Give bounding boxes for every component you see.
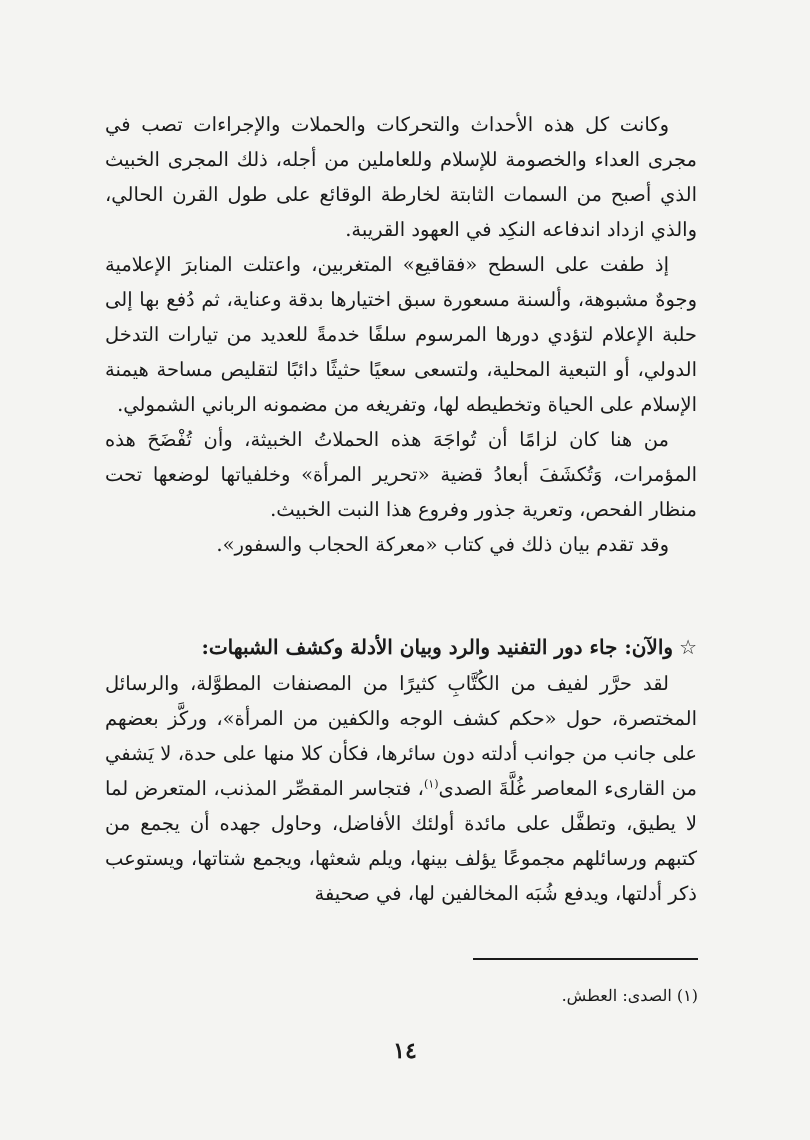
paragraph xyxy=(105,666,697,911)
paragraph: من هنا كان لزامًا أن تُواجَهَ هذه الحملاتُ الخبيثة، وأن تُفْضَحَ هذه المؤمرات، وَتُكشَفَ أبعادُ قضية «تحرير المرأة» وخلفياتها لوضعها تحت منظار الفحص، وتعرية جذور وفروع هذا النبت الخبيث. xyxy=(105,428,697,521)
body-text-bottom xyxy=(105,666,697,911)
paragraph-text: ، فتجاسر المقصِّر المذنب، المتعرض لما لا يطيق، وتطفَّل على مائدة أولئك الأفاضل، وحاول جهده أن يجمع من كتبهم ورسائلهم مجموعًا يؤلف بينها، ويلم شعثها، ويجمع شتاتها، ويستوعب ذكر أدلتها، ويدفع شُبَه المخالفين لها، في صحيفة xyxy=(105,777,697,905)
footnote: (١) الصدى: العطش. xyxy=(561,986,698,1005)
section-heading xyxy=(105,630,697,665)
star-icon: ☆ xyxy=(679,635,697,659)
paragraph: إذ طفت على السطح «فقاقيع» المتغربين، واعتلت المنابرَ الإعلامية وجوهٌ مشبوهة، وألسنة مسعورة سبق اختيارها بدقة وعناية، ثم دُفع بها إلى حلبة الإعلام لتؤدي دورها المرسوم سلفًا خدمةً للعديد من تيارات التدخل الدولي، أو التبعية المحلية، ولتسعى سعيًا حثيثًا دائبًا لتقليص مساحة هيمنة الإسلام على الحياة وتخطيطه لها، وتفريغه من مضمونه الرباني الشمولي. xyxy=(105,253,697,416)
footnote-divider xyxy=(473,958,698,960)
paragraph-text: لقد حرَّر لفيف من الكُتَّابِ كثيرًا من المصنفات المطوَّلة، والرسائل المختصرة، حول «حكم كشف الوجه والكفين من المرأة»، وركَّز بعضهم على جانب من جوانب أدلته دون سائرها، فكأن كلا منها على حدة، لا يَشفي من القارىء المعاصر غُلَّةَ الصدى xyxy=(105,672,697,800)
section-heading-text: والآن: جاء دور التفنيد والرد وبيان الأدلة وكشف الشبهات: xyxy=(201,635,674,659)
footnote-reference: (١) xyxy=(423,777,439,791)
page-number: ١٤ xyxy=(393,1038,417,1064)
body-text-top xyxy=(105,107,697,562)
paragraph: وكانت كل هذه الأحداث والتحركات والحملات والإجراءات تصب في مجرى العداء والخصومة للإسلام وللعاملين من أجله، ذلك المجرى الخبيث الذي أصبح من السمات الثابتة لخارطة الوقائع على طول القرن الحالي، والذي ازداد اندفاعه النكِد في العهود القريبة. xyxy=(105,113,697,241)
paragraph: وقد تقدم بيان ذلك في كتاب «معركة الحجاب والسفور». xyxy=(216,533,669,556)
